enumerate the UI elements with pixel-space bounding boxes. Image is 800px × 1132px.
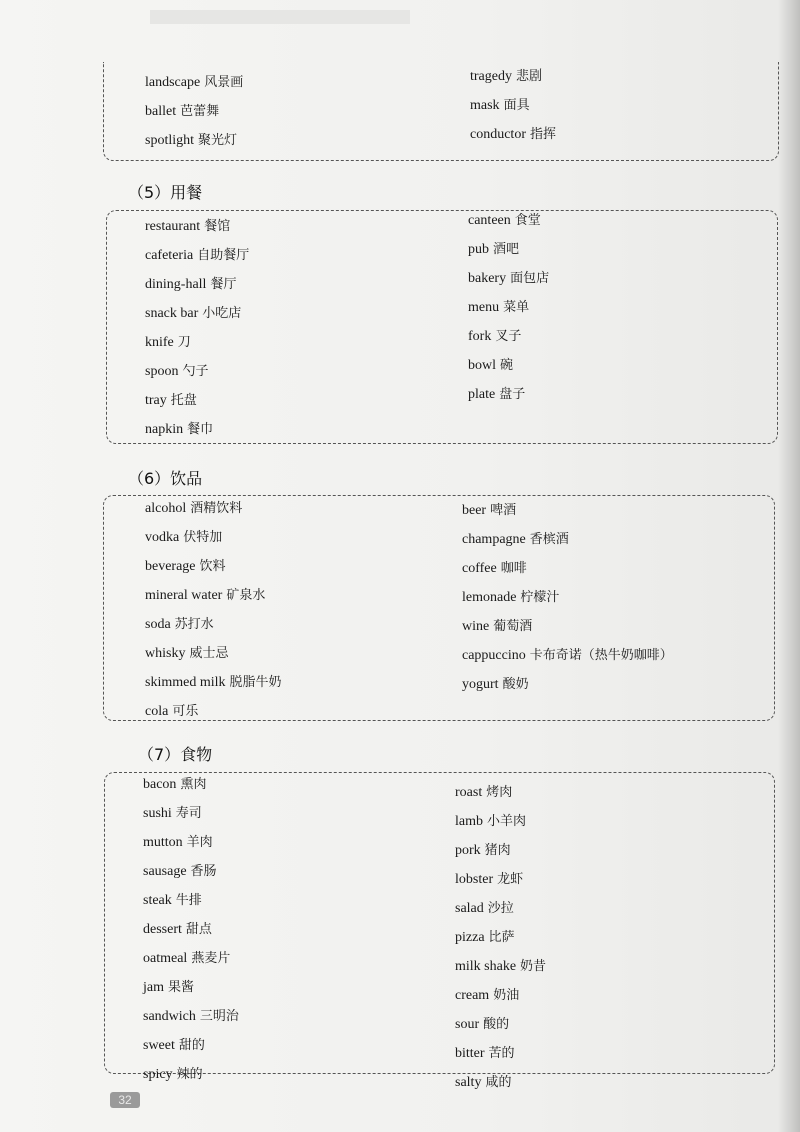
vocab-item: menu 菜单 (468, 300, 530, 315)
vocab-item: alcohol 酒精饮料 (145, 501, 243, 516)
vocab-item: pork 猪肉 (455, 843, 511, 858)
vocab-item: bitter 苦的 (455, 1046, 515, 1061)
vocab-column-left (145, 68, 243, 155)
vocab-item: bakery 面包店 (468, 271, 550, 286)
vocab-item: dessert 甜点 (143, 922, 212, 937)
section-title-dining: （5）用餐 (128, 183, 203, 202)
vocab-item: plate 盘子 (468, 387, 526, 402)
vocab-item: cola 可乐 (145, 704, 199, 719)
vocab-item: mask 面具 (470, 98, 530, 113)
vocab-item: landscape 风景画 (145, 75, 244, 90)
vocab-item: spotlight 聚光灯 (145, 133, 238, 148)
vocab-item: sushi 寿司 (143, 806, 202, 821)
vocab-item: salty 咸的 (455, 1075, 512, 1090)
vocab-item: cafeteria 自助餐厅 (145, 248, 250, 263)
vocab-item: napkin 餐巾 (145, 422, 214, 437)
vocab-item: spicy 辣的 (143, 1067, 203, 1082)
vocab-item: ballet 芭蕾舞 (145, 104, 220, 119)
vocab-item: dining-hall 餐厅 (145, 277, 237, 292)
vocab-item: beverage 饮料 (145, 559, 226, 574)
vocab-item: yogurt 酸奶 (462, 677, 529, 692)
vocab-item: restaurant 餐馆 (145, 219, 231, 234)
vocab-item: lemonade 柠檬汁 (462, 590, 560, 605)
vocab-item: pizza 比萨 (455, 930, 515, 945)
vocab-item: knife 刀 (145, 335, 191, 350)
vocab-item: salad 沙拉 (455, 901, 514, 916)
vocab-item: bowl 碗 (468, 358, 514, 373)
vocab-column-left (145, 494, 282, 726)
vocab-item: sandwich 三明治 (143, 1009, 239, 1024)
vocab-item: roast 烤肉 (455, 785, 513, 800)
vocab-item: skimmed milk 脱脂牛奶 (145, 675, 282, 690)
vocab-item: conductor 指挥 (470, 127, 556, 142)
vocab-item: vodka 伏特加 (145, 530, 223, 545)
vocab-column-right (468, 206, 549, 409)
section-title-food: （7）食物 (138, 745, 213, 764)
vocab-item: tray 托盘 (145, 393, 197, 408)
vocab-item: pub 酒吧 (468, 242, 520, 257)
vocab-item: canteen 食堂 (468, 213, 541, 228)
vocab-item: lamb 小羊肉 (455, 814, 527, 829)
section-title-drinks: （6）饮品 (128, 469, 203, 488)
vocab-item: mutton 羊肉 (143, 835, 213, 850)
vocab-item: coffee 咖啡 (462, 561, 527, 576)
vocab-column-right (470, 62, 556, 149)
vocab-item: wine 葡萄酒 (462, 619, 533, 634)
vocab-item: cream 奶油 (455, 988, 520, 1003)
vocab-item: milk shake 奶昔 (455, 959, 547, 974)
vocab-item: spoon 勺子 (145, 364, 209, 379)
vocab-item: tragedy 悲剧 (470, 69, 542, 84)
page-binding-shadow (778, 0, 800, 1132)
vocab-column-right (462, 496, 673, 699)
vocab-item: champagne 香槟酒 (462, 532, 569, 547)
vocab-column-left (143, 770, 239, 1089)
vocab-item: whisky 威士忌 (145, 646, 229, 661)
vocab-item: soda 苏打水 (145, 617, 214, 632)
vocab-item: sweet 甜的 (143, 1038, 205, 1053)
vocab-item: mineral water 矿泉水 (145, 588, 266, 603)
vocab-item: lobster 龙虾 (455, 872, 524, 887)
vocab-item: beer 啤酒 (462, 503, 517, 518)
vocab-item: steak 牛排 (143, 893, 202, 908)
vocab-item: bacon 熏肉 (143, 777, 207, 792)
vocab-column-left (145, 212, 249, 444)
vocab-item: cappuccino 卡布奇诺（热牛奶咖啡） (462, 648, 673, 663)
vocab-item: snack bar 小吃店 (145, 306, 242, 321)
vocab-item: jam 果酱 (143, 980, 195, 995)
vocab-column-right (455, 778, 546, 1097)
vocab-item: fork 叉子 (468, 329, 522, 344)
header-strip (150, 10, 410, 24)
vocab-item: oatmeal 燕麦片 (143, 951, 231, 966)
page-number: 32 (110, 1092, 140, 1108)
vocab-item: sour 酸的 (455, 1017, 510, 1032)
vocab-item: sausage 香肠 (143, 864, 217, 879)
